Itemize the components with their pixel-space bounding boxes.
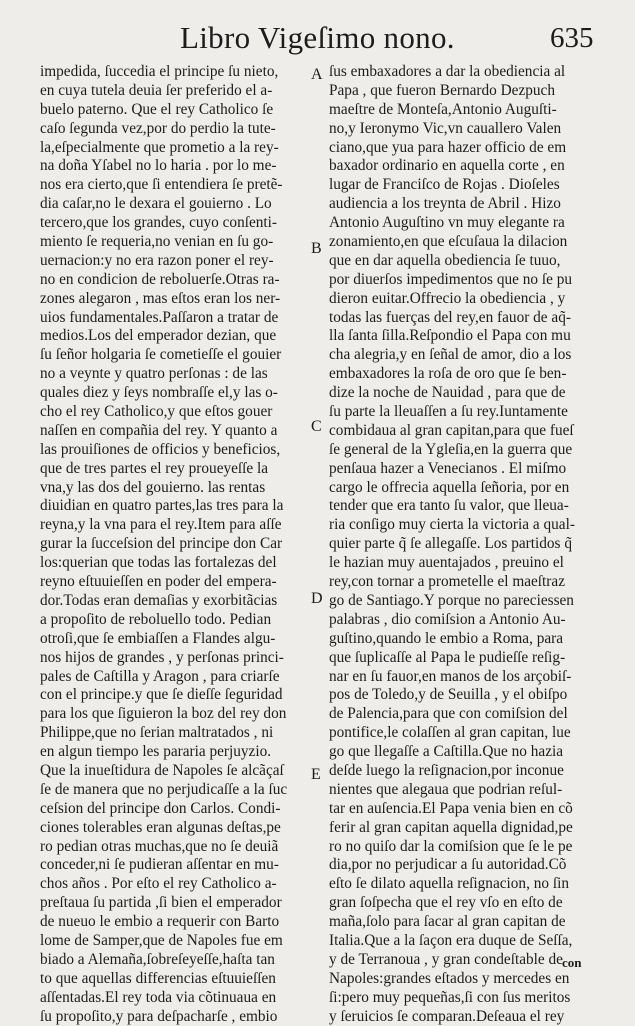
text-line: a propoſito de reboluello todo. Pedian	[40, 610, 272, 628]
text-line: tar en auſencia.El Papa venia bien en cõ	[329, 799, 573, 817]
margin-letter-e: E	[311, 766, 321, 783]
text-line: embaxadores la roſa de oro que ſe ben-	[329, 365, 567, 383]
text-line: ſi:pero muy pequeñas,ſi con ſus meritos	[329, 988, 571, 1006]
text-line: pontifice,le colaſſen al gran capitan, lue	[329, 724, 571, 742]
text-line: en algun tiempo les pararia perjuyzio.	[40, 743, 272, 761]
text-line: cho el rey Catholico,y que eſtos gouer	[40, 403, 273, 421]
text-line: ro pedian otras muchas,que no ſe deuiã	[40, 837, 279, 855]
text-line: reyno eſtuuieſſen en poder del empera-	[40, 573, 277, 591]
running-head	[0, 18, 635, 58]
text-line: pales de Caſtilla y Aragon , para criarſe	[40, 667, 280, 685]
text-line: por diuerſos impedimentos que no ſe pu	[329, 270, 573, 288]
text-line: la,eſpecialmente que prometio a la rey-	[40, 138, 279, 156]
text-line: en cuya tutela deuia ſer preferido el a-	[40, 81, 273, 99]
text-line: naſſen en compañia del rey. Y quanto a	[40, 421, 278, 439]
text-line: pos de Toledo,y de Seuilla , y el obiſpo	[329, 686, 568, 704]
text-line: combidaua al gran capitan,para que fueſ	[329, 421, 574, 439]
text-line: baxador ordinario en aquella corte , en	[329, 157, 565, 175]
text-line: que en dar aquella obediencia ſe tuuo,	[329, 251, 561, 269]
text-line: zonamiento,en que eſcuſaua la dilacion	[329, 233, 568, 251]
text-line: ſu ſeñor holgaria ſe cometieſſe el gouier	[40, 346, 282, 364]
text-line: no a veynte y quatro perſonas : de las	[40, 365, 268, 383]
text-line: todas las fuerças del rey,en fauor de aq̃-	[329, 308, 571, 326]
text-line: otroſi,que ſe embiaſſen a Flandes algu-	[40, 629, 276, 647]
text-line: miento ſe requeria,no venian en ſu go-	[40, 233, 274, 251]
catchword: con	[562, 955, 582, 970]
text-line: deſde luego la reſignacion,por inconue	[329, 761, 564, 779]
text-line: y de Terranoua , y gran condeſtable de	[329, 950, 563, 968]
text-line: Papa , que fueron Bernardo Dezpuch	[329, 81, 555, 99]
text-line: go que llegaſſe a Caſtilla.Que no hazia	[329, 743, 564, 761]
right-text-column	[329, 63, 597, 1026]
text-line: ſu propoſito,y para deſpacharſe , embio	[40, 1007, 278, 1025]
text-line: vna,y las dos del gouierno. las rentas	[40, 478, 266, 496]
page-number: 635	[550, 22, 594, 54]
text-line: nientes que alegaua que podrian reſul-	[329, 780, 563, 798]
text-line: le hazian muy auentajados , preuino el	[329, 554, 564, 572]
text-line: impedida, ſuccedia el principe ſu nieto,	[40, 63, 279, 80]
text-line: preſtaua ſu partida ,ſi bien el emperador	[40, 894, 282, 912]
text-line: los:querian que todas las fortalezas del	[40, 554, 277, 572]
margin-letter-a: A	[311, 66, 323, 83]
text-line: Italia.Que a la ſaçon era duque de Seſſa,	[329, 931, 573, 949]
text-line: nos era cierto,que ſi entendiera ſe pretẽ-	[40, 176, 283, 194]
text-line: rey,con tornar a prometelle el maeſtraz	[329, 573, 565, 591]
text-line: audiencia a los treynta de Abril . Hizo	[329, 195, 561, 213]
text-line: conceder,ni ſe pudieran aſſentar en mu-	[40, 856, 279, 874]
margin-letter-b: B	[311, 240, 322, 257]
text-line: para los que ſiguieron la boz del rey don	[40, 705, 287, 723]
text-line: ferir al gran capitan aquella dignidad,pe	[329, 818, 573, 836]
text-line: ria conſigo muy cierta la victoria a qual-	[329, 516, 575, 534]
text-line: dieron euitar.Offrecio la obediencia , y	[329, 289, 566, 307]
text-line: ceſsion del principe don Carlos. Condi-	[40, 799, 281, 817]
text-line: uernacion:y no era razon poner el rey-	[40, 251, 274, 269]
page-title: Libro Vigeſimo nono.	[180, 20, 455, 55]
text-line: medios.Los del emperador dezian, que	[40, 327, 277, 345]
text-line: dize la noche de Nauidad , para que de	[329, 384, 566, 402]
text-line: de nueuo le embio a requerir con Barto	[40, 913, 280, 931]
text-line: reyna,y la vna para el rey.Item para aſſe	[40, 516, 282, 534]
text-line: lla ſanta ſilla.Reſpondio el Papa con mu	[329, 327, 571, 345]
text-line: ro no quiſo dar la comiſsion que ſe le pe	[329, 837, 573, 855]
text-line: lome de Samper,que de Napoles fue em	[40, 931, 283, 949]
text-line: diuidian en quatro partes,las tres para la	[40, 497, 284, 515]
text-line: Que la inueſtidura de Napoles ſe alcãçaſ	[40, 761, 284, 779]
text-line: Antonio Auguſtino vn muy elegante ra	[329, 214, 565, 232]
left-text-column	[40, 63, 310, 1026]
text-line: que ſuplicaſſe al Papa le pudieſſe reſig-	[329, 648, 566, 666]
text-line: uios fundamentales.Paſſaron a tratar de	[40, 308, 279, 326]
text-line: tercero,que los grandes, cuyo conſenti-	[40, 214, 278, 232]
text-line: ſus embaxadores a dar la obediencia al	[329, 63, 566, 80]
text-line: ciano,que yua para hazer officio de em	[329, 138, 567, 156]
text-line: de Palencia,para que con comiſsion del	[329, 705, 568, 723]
text-line: dia,por no perjudicar a ſu autoridad.Cõ	[329, 856, 567, 874]
text-line: maeſtre de Monteſa,Antonio Auguſti-	[329, 100, 557, 118]
text-line: quales diez y ſeys nombraſſe el,y las o-	[40, 384, 278, 402]
text-line: Napoles:grandes eſtados y mercedes en	[329, 969, 570, 987]
text-line: eſto ſe dilato aquella reſignacion, no ſin	[329, 875, 569, 893]
text-line: ſu parte la lleuaſſen a ſu rey.Iuntamente	[329, 403, 568, 421]
text-line: maña,ſolo para ſacar al gran capitan de	[329, 913, 566, 931]
text-line: con el principe.y que ſe dieſſe ſeguridad	[40, 686, 283, 704]
text-line: aſſentadas.El rey toda via cõtinuaua en	[40, 988, 277, 1006]
text-line: ciones tolerables eran algunas deſtas,pe	[40, 818, 281, 836]
text-line: to que aquellas differencias eſtuuieſſen	[40, 969, 276, 987]
text-line: cha alegria,y en ſeñal de amor, dio a los	[329, 346, 572, 364]
text-line: ſe general de la Ygleſia,en la guerra que	[329, 440, 573, 458]
text-line: biado a Alemaña,ſobreſeyeſſe,haſta tan	[40, 950, 275, 968]
text-line: chos años . Por eſto el rey Catholico a-	[40, 875, 277, 893]
text-line: y ſeruicios ſe comparan.Deſeaua el rey	[329, 1007, 565, 1025]
text-line: lugar de Franciſco de Rojas . Dioſeles	[329, 176, 560, 194]
text-line: zones alegaron , mas eſtos eran los ner-	[40, 289, 281, 307]
text-line: dia caſar,no le dexara el gouierno . Lo	[40, 195, 272, 213]
text-line: go de Santiago.Y porque no pareciessen	[329, 591, 574, 609]
text-line: quier parte q̃ ſe allegaſſe. Los partidos q̃	[329, 535, 572, 553]
text-line: cargo le offrecia aquella ſeñoria, por en	[329, 478, 570, 496]
text-line: gurar la ſucceſsion del principe don Car	[40, 535, 283, 553]
text-line: no,y Ieronymo Vic,vn cauallero Valen	[329, 119, 562, 137]
text-line: na doña Yſabel no lo haria . por lo me-	[40, 157, 277, 175]
text-line: palabras , dio comiſsion a Antonio Au-	[329, 610, 566, 628]
text-line: nar en ſu fauor,en manos de los arçobiſ-	[329, 667, 572, 685]
text-line: buelo paterno. Que el rey Catholico ſe	[40, 100, 274, 118]
text-line: Philippe,que no ſerian maltratados , ni	[40, 724, 274, 742]
text-line: no en condicion de reboluerſe.Otras ra-	[40, 270, 280, 288]
text-line: caſo ſegunda vez,por do perdio la tute-	[40, 119, 276, 137]
margin-letter-d: D	[311, 590, 323, 607]
text-line: que de tres partes el rey proueyeſſe la	[40, 459, 269, 477]
margin-letter-c: C	[311, 418, 322, 435]
text-line: penſaua hazer a Venecianos . El miſmo	[329, 459, 567, 477]
text-line: ſe de manera que no perjudicaſſe a la ſuc	[40, 780, 288, 798]
text-line: guſtino,quando le embio a Roma, para	[329, 629, 564, 647]
text-line: gran ſoſpecha que el rey vſo en eſto de	[329, 894, 563, 912]
text-line: tender que era tanto ſu valor, que lleua-	[329, 497, 569, 515]
text-line: dor.Todas eran demaſias y exorbitãcias	[40, 591, 278, 609]
text-line: nos hijos de grandes , y perſonas princi-	[40, 648, 284, 666]
text-line: las prouiſiones de officios y beneficios,	[40, 440, 281, 458]
